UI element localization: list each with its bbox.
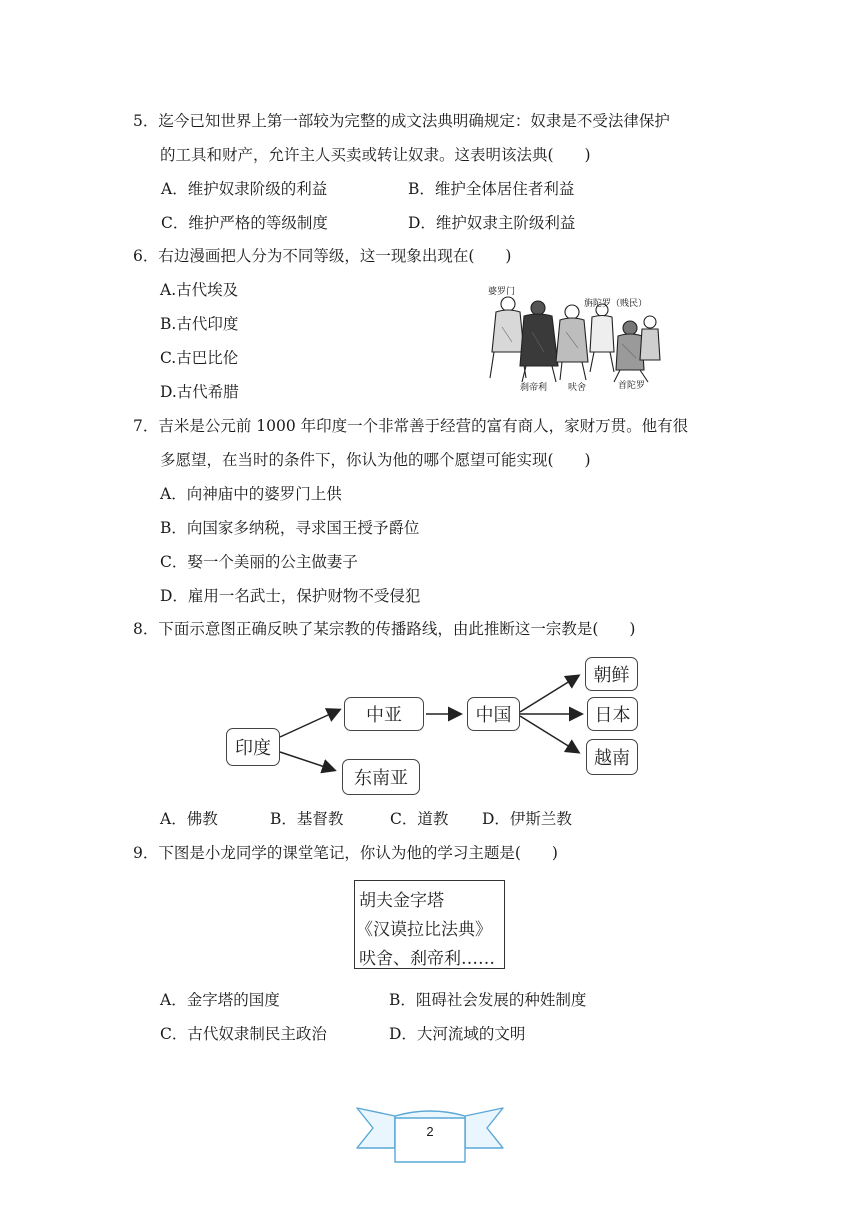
q7-option-c: C．娶一个美丽的公主做妻子 xyxy=(160,553,358,571)
cartoon-label-vaishya: 吠舍 xyxy=(568,383,587,393)
q6-stem: 6．右边漫画把人分为不同等级，这一现象出现在( ) xyxy=(133,247,512,265)
q6-option-d: D.古代希腊 xyxy=(160,383,239,401)
note-line-3: 吠舍、刹帝利…… xyxy=(359,949,495,969)
route-node-vietnam: 越南 xyxy=(586,739,638,775)
route-node-india: 印度 xyxy=(226,728,280,766)
page-number: 2 xyxy=(426,1124,434,1139)
cartoon-label-kshatriya: 刹帝利 xyxy=(520,383,548,393)
route-node-korea: 朝鲜 xyxy=(585,657,638,691)
route-node-central-asia: 中亚 xyxy=(344,697,424,731)
q5-option-b: B．维护全体居住者利益 xyxy=(408,180,575,198)
q9-option-b: B．阻碍社会发展的种姓制度 xyxy=(389,991,587,1009)
q5-stem-line1: 5．迄今已知世界上第一部较为完整的成文法典明确规定：奴隶是不受法律保护 xyxy=(133,112,670,130)
q5-stem-line2: 的工具和财产，允许主人买卖或转让奴隶。这表明该法典( ) xyxy=(160,146,591,164)
q8-option-c: C．道教 xyxy=(390,810,449,828)
q5-option-a: A．维护奴隶阶级的利益 xyxy=(161,180,328,198)
note-line-1: 胡夫金字塔 xyxy=(359,891,444,911)
cartoon-label-untouchable: 旃陀罗（贱民） xyxy=(584,299,648,309)
q5-option-d: D．维护奴隶主阶级利益 xyxy=(408,214,576,232)
q9-option-c: C．古代奴隶制民主政治 xyxy=(160,1025,327,1043)
q8-option-d: D．伊斯兰教 xyxy=(482,810,572,828)
q9-stem: 9．下图是小龙同学的课堂笔记，你认为他的学习主题是( ) xyxy=(133,844,558,862)
class-notes-box xyxy=(354,880,505,969)
q5-option-c: C．维护严格的等级制度 xyxy=(161,214,328,232)
q9-option-a: A．金字塔的国度 xyxy=(160,991,280,1009)
route-node-china: 中国 xyxy=(467,697,520,731)
q6-option-a: A.古代埃及 xyxy=(160,281,239,299)
q9-option-d: D．大河流域的文明 xyxy=(389,1025,526,1043)
route-node-japan: 日本 xyxy=(587,697,638,731)
q7-option-b: B．向国家多纳税，寻求国王授予爵位 xyxy=(160,519,420,537)
note-line-2: 《汉谟拉比法典》 xyxy=(356,920,492,940)
q7-stem-line1: 7．吉米是公元前 1000 年印度一个非常善于经营的富有商人，家财万贯。他有很 xyxy=(133,417,689,435)
q8-option-b: B．基督教 xyxy=(270,810,344,828)
q6-option-b: B.古代印度 xyxy=(160,315,239,333)
q7-option-d: D．雇用一名武士，保护财物不受侵犯 xyxy=(160,587,421,605)
q8-option-a: A．佛教 xyxy=(160,810,218,828)
q8-stem: 8．下面示意图正确反映了某宗教的传播路线，由此推断这一宗教是( ) xyxy=(133,620,636,638)
cartoon-label-shudra: 首陀罗 xyxy=(618,381,646,391)
route-node-southeast-asia: 东南亚 xyxy=(342,759,420,795)
cartoon-label-brahmin: 婆罗门 xyxy=(488,287,516,297)
q7-option-a: A．向神庙中的婆罗门上供 xyxy=(160,485,342,503)
q7-stem-line2: 多愿望，在当时的条件下，你认为他的哪个愿望可能实现( ) xyxy=(160,451,591,469)
q6-option-c: C.古巴比伦 xyxy=(160,349,239,367)
